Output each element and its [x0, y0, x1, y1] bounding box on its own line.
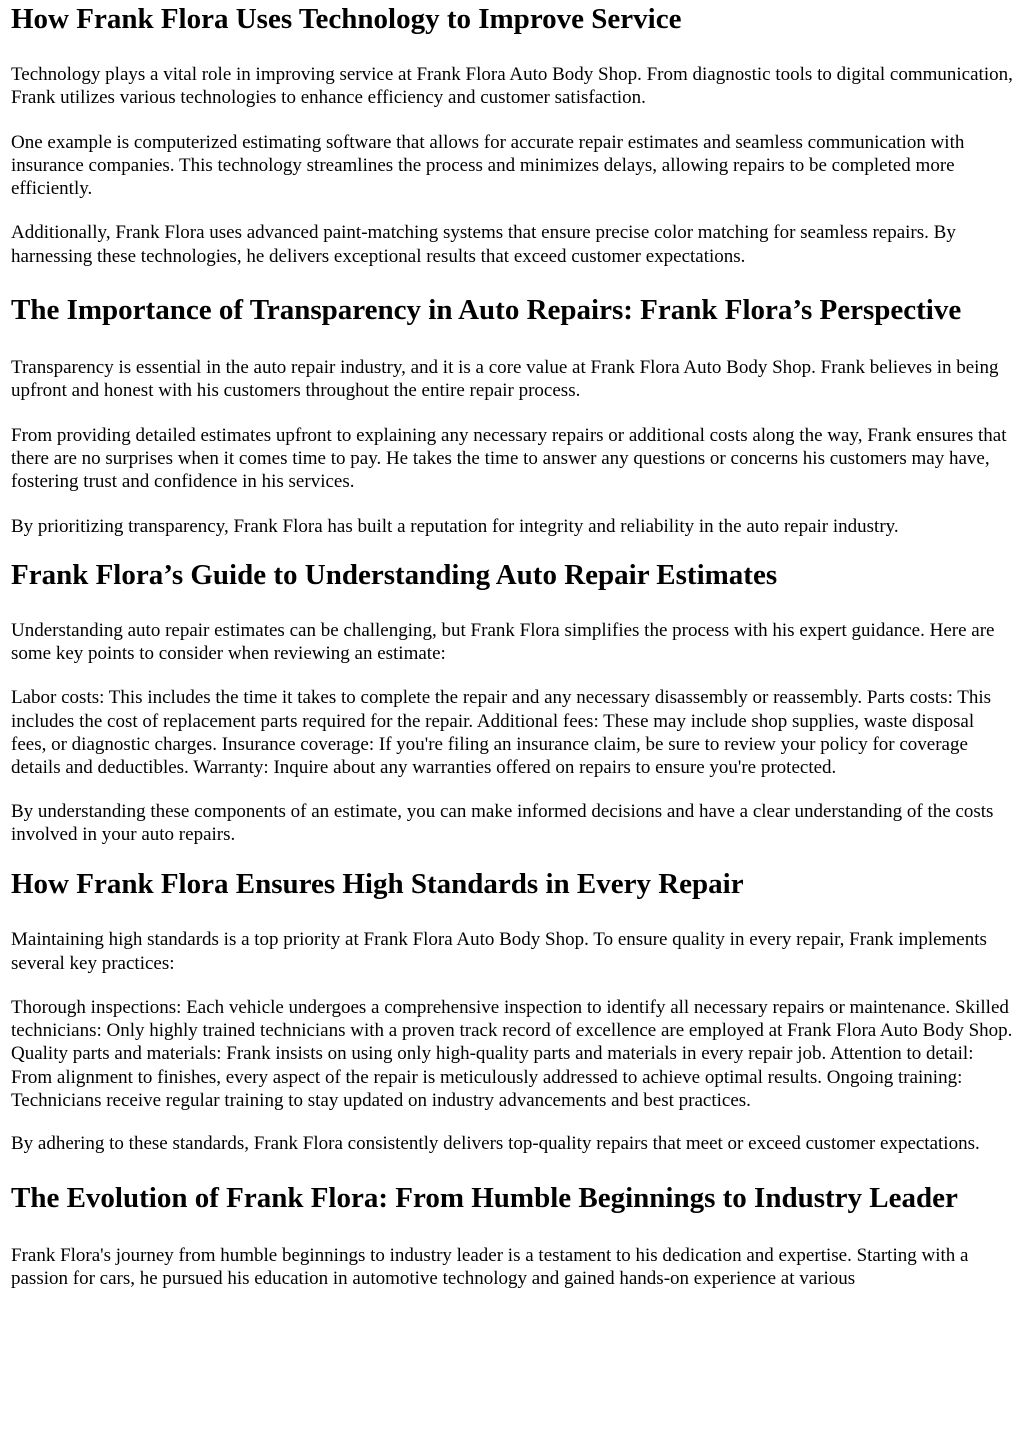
paragraph: One example is computerized estimating software that allows for accurate repair estimates and seamless communication with insurance companies. This technology streamlines the process and minimizes delays, allowing repairs to be completed more efficiently.	[11, 131, 965, 200]
paragraph: Frank Flora's journey from humble beginnings to industry leader is a testament to his dedication and expertise. Starting with a passion for cars, he pursued his education in automotive technology and gained hands-on experience at various	[11, 1244, 969, 1289]
section-heading-estimates-guide: Frank Flora’s Guide to Understanding Auto Repair Estimates	[11, 558, 778, 591]
section-heading-high-standards: How Frank Flora Ensures High Standards in Every Repair	[11, 868, 744, 901]
section-heading-technology: How Frank Flora Uses Technology to Improve Service	[11, 3, 682, 35]
paragraph: Additionally, Frank Flora uses advanced paint-matching systems that ensure precise color matching for seamless repairs. By harnessing these technologies, he delivers exceptional results that exceed customer expectations.	[11, 222, 956, 267]
paragraph: Understanding auto repair estimates can be challenging, but Frank Flora simplifies the process with his expert guidance. Here are some key points to consider when reviewing an estimate:	[11, 619, 995, 665]
paragraph: By understanding these components of an estimate, you can make informed decisions and have a clear understanding of the costs involved in your auto repairs.	[11, 800, 994, 845]
paragraph: By adhering to these standards, Frank Flora consistently delivers top-quality repairs that meet or exceed customer expectations.	[11, 1133, 980, 1155]
article	[0, 2, 1024, 1290]
paragraph: Transparency is essential in the auto repair industry, and it is a core value at Frank Flora Auto Body Shop. Frank believes in being upfront and honest with his customers throughout the entire repair process.	[11, 357, 999, 402]
paragraph: Technology plays a vital role in improving service at Frank Flora Auto Body Shop. From diagnostic tools to digital communication, Frank utilizes various technologies to enhance efficiency and customer satisfaction.	[11, 64, 1013, 109]
paragraph: Maintaining high standards is a top priority at Frank Flora Auto Body Shop. To ensure quality in every repair, Frank implements several key practices:	[11, 929, 987, 974]
paragraph: From providing detailed estimates upfront to explaining any necessary repairs or additional costs along the way, Frank ensures that there are no surprises when it comes time to pay. He takes the time to answer any questions or concerns his customers may have, fostering trust and confidence in his services.	[11, 424, 1007, 493]
section-heading-transparency: The Importance of Transparency in Auto Repairs: Frank Flora’s Perspective	[11, 294, 962, 327]
section-heading-evolution: The Evolution of Frank Flora: From Humble Beginnings to Industry Leader	[11, 1181, 958, 1214]
paragraph: Labor costs: This includes the time it takes to complete the repair and any necessary disassembly or reassembly. Parts costs: This includes the cost of replacement parts required for the repair. Additional fees: These may include shop supplies, waste disposal fees, or diagnostic charges. Insurance coverage: If you're filing an insurance claim, be sure to review your policy for coverage details and deductibles. Warranty: Inquire about any warranties offered on repairs to ensure you're protected.	[11, 687, 992, 779]
paragraph: Thorough inspections: Each vehicle undergoes a comprehensive inspection to identify all necessary repairs or maintenance. Skilled technicians: Only highly trained technicians with a proven track record of excellence are employed at Frank Flora Auto Body Shop. Quality parts and materials: Frank insists on using only high-quality parts and materials in every repair job. Attention to detail: From alignment to finishes, every aspect of the repair is meticulously addressed to achieve optimal results. Ongoing training: Technicians receive regular training to stay updated on industry advancements and best practices.	[11, 996, 1013, 1112]
paragraph: By prioritizing transparency, Frank Flora has built a reputation for integrity and reliability in the auto repair industry.	[11, 515, 899, 537]
